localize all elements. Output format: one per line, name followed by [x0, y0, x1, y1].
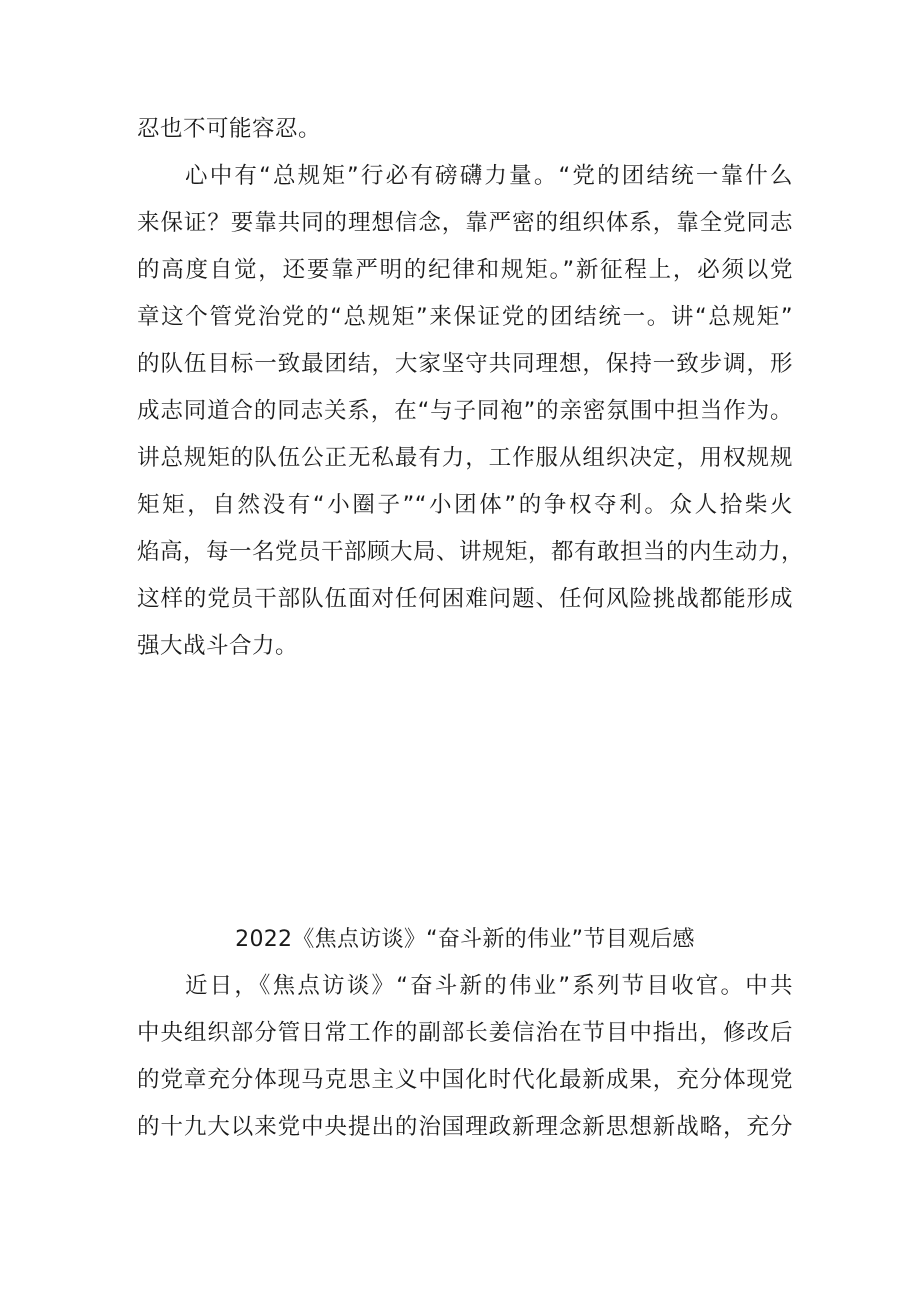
article-title: 2022《焦点访谈》“奋斗新的伟业”节目观后感 — [235, 927, 695, 952]
paragraph-line: 忍也不可能容忍。 — [137, 116, 322, 142]
paragraph-line: 这样的党员干部队伍面对任何困难问题、任何风险挑战都能形成 — [137, 586, 793, 612]
paragraph-line: 的十九大以来党中央提出的治国理政新理念新思想新战略，充分 — [137, 1114, 793, 1140]
paragraph-line: 来保证？要靠共同的理想信念，靠严密的组织体系，靠全党同志 — [137, 210, 793, 236]
paragraph-line: 成志同道合的同志关系，在“与子同袍”的亲密氛围中担当作为。 — [137, 398, 793, 424]
paragraph-line: 中央组织部分管日常工作的副部长姜信治在节目中指出，修改后 — [137, 1020, 793, 1046]
paragraph-line: 强大战斗合力。 — [137, 633, 299, 659]
paragraph-line: 讲总规矩的队伍公正无私最有力，工作服从组织决定，用权规规 — [137, 445, 793, 471]
paragraph-line: 章这个管党治党的“总规矩”来保证党的团结统一。讲“总规矩” — [137, 304, 793, 330]
article-new — [137, 916, 793, 1151]
paragraph-line: 的队伍目标一致最团结，大家坚守共同理想，保持一致步调，形 — [137, 351, 793, 377]
paragraph-line: 的高度自觉，还要靠严明的纪律和规矩。”新征程上，必须以党 — [137, 257, 793, 283]
paragraph-line: 的党章充分体现马克思主义中国化时代化最新成果，充分体现党 — [137, 1067, 793, 1093]
paragraph-line: 近日，《焦点访谈》“奋斗新的伟业”系列节目收官。中共 — [185, 973, 793, 999]
paragraph-line: 焰高，每一名党员干部顾大局、讲规矩，都有敢担当的内生动力， — [137, 539, 805, 565]
article-continuation — [137, 106, 805, 670]
paragraph-line: 心中有“总规矩”行必有磅礴力量。“党的团结统一靠什么 — [185, 163, 793, 189]
paragraph-line: 矩矩，自然没有“小圈子”“小团体”的争权夺利。众人拾柴火 — [137, 492, 793, 518]
